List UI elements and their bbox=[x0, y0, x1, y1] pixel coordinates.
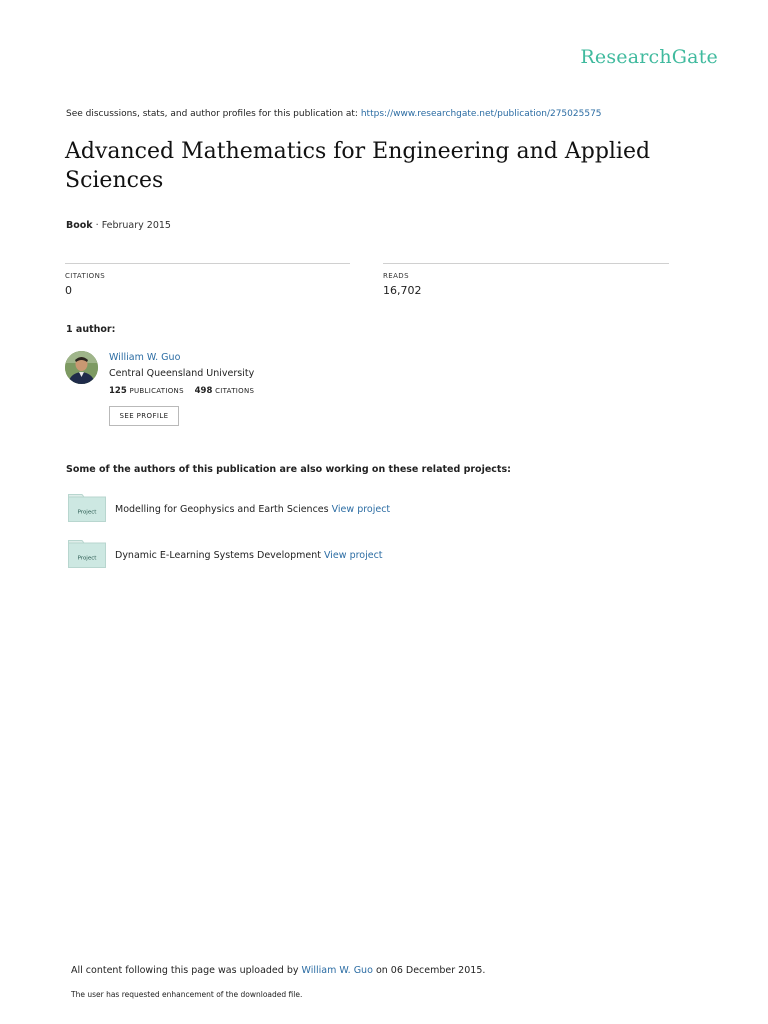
upload-prefix: All content following this page was uploaded by bbox=[71, 965, 299, 976]
project-icon-text: Project bbox=[77, 509, 97, 516]
author-stats bbox=[109, 386, 254, 396]
project-title: Modelling for Geophysics and Earth Sciences bbox=[115, 504, 329, 515]
authors-label: 1 author: bbox=[66, 324, 116, 335]
publication-meta bbox=[66, 220, 171, 231]
project-item bbox=[115, 550, 383, 561]
author-publications-label: PUBLICATIONS bbox=[129, 387, 184, 395]
related-projects-label: Some of the authors of this publication are also working on these related projects: bbox=[66, 464, 511, 475]
uploader-link[interactable]: William W. Guo bbox=[301, 965, 373, 976]
enhancement-note: The user has requested enhancement of the downloaded file. bbox=[71, 990, 303, 999]
reads-divider bbox=[383, 263, 669, 264]
researchgate-logo[interactable]: ResearchGate bbox=[580, 46, 718, 68]
meta-separator: · bbox=[92, 220, 102, 231]
reads-label: READS bbox=[383, 272, 409, 280]
publication-title: Advanced Mathematics for Engineering and Applied Sciences bbox=[65, 139, 651, 193]
view-project-link[interactable]: View project bbox=[324, 550, 383, 561]
author-institution: Central Queensland University bbox=[109, 368, 255, 379]
citations-value: 0 bbox=[65, 284, 72, 297]
author-citations-count: 498 bbox=[194, 386, 213, 396]
author-citations-label: CITATIONS bbox=[215, 387, 255, 395]
citations-label: CITATIONS bbox=[65, 272, 106, 280]
author-publications-count: 125 bbox=[109, 386, 127, 396]
upload-suffix: on 06 December 2015. bbox=[375, 965, 486, 976]
discussions-prefix: See discussions, stats, and author profiles for this publication at: bbox=[66, 109, 358, 119]
project-item bbox=[115, 504, 390, 515]
project-folder-icon bbox=[68, 494, 106, 522]
author-name-link[interactable]: William W. Guo bbox=[109, 352, 181, 363]
citations-divider bbox=[65, 263, 350, 264]
project-folder-icon bbox=[68, 540, 106, 568]
publication-url-link[interactable]: https://www.researchgate.net/publication/275025575 bbox=[360, 109, 602, 119]
project-icon-text: Project bbox=[77, 555, 97, 562]
publication-type: Book bbox=[66, 220, 93, 231]
upload-notice bbox=[71, 965, 485, 976]
author-photo-icon bbox=[65, 351, 98, 384]
avatar[interactable] bbox=[65, 351, 98, 384]
discussions-line bbox=[66, 109, 602, 119]
project-title: Dynamic E-Learning Systems Development bbox=[115, 550, 321, 561]
reads-value: 16,702 bbox=[383, 284, 422, 297]
publication-date: February 2015 bbox=[101, 220, 171, 231]
see-profile-button[interactable]: SEE PROFILE bbox=[109, 406, 179, 426]
view-project-link[interactable]: View project bbox=[331, 504, 391, 515]
